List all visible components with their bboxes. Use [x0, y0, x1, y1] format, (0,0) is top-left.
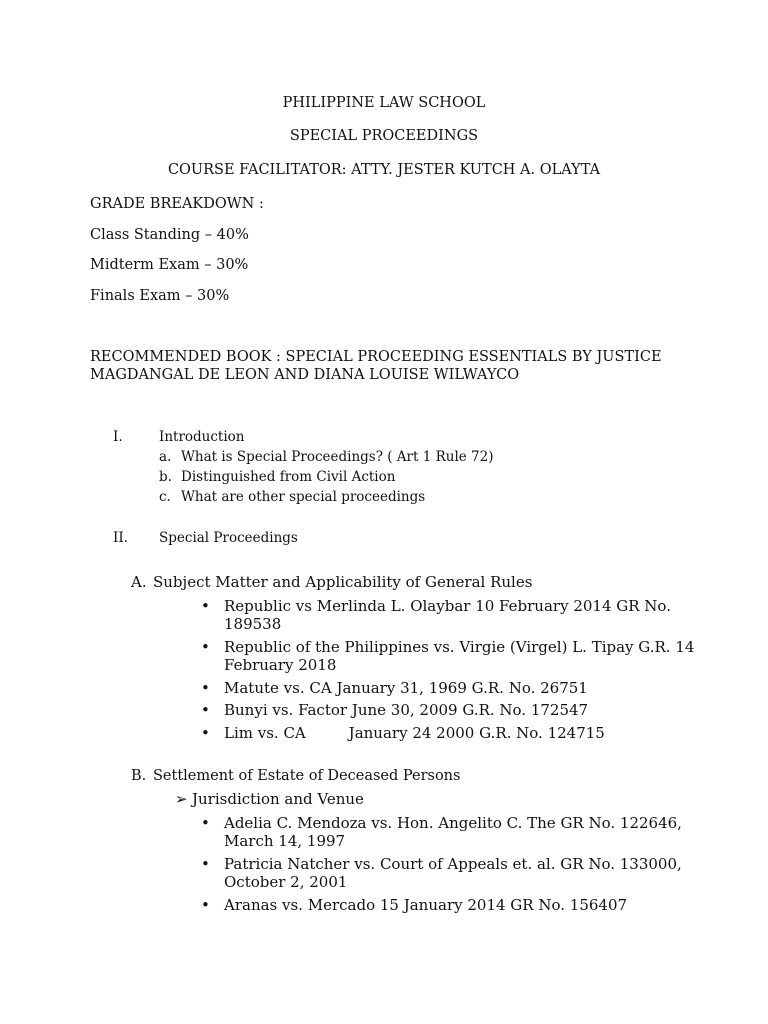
- case-citation: Aranas vs. Mercado 15 January 2014 GR No. 156407: [224, 896, 628, 914]
- case-citation-continued: October 2, 2001: [224, 873, 348, 891]
- grade-item: Class Standing – 40%: [90, 227, 249, 243]
- arrow-icon: ➢: [175, 790, 188, 808]
- case-citation-continued: February 2018: [224, 656, 337, 674]
- section-title: Special Proceedings: [159, 530, 298, 546]
- list-item: Distinguished from Civil Action: [181, 469, 396, 485]
- bullet-icon: •: [201, 597, 210, 615]
- case-citation: Adelia C. Mendoza vs. Hon. Angelito C. The GR No. 122646,: [224, 814, 682, 832]
- course-facilitator: COURSE FACILITATOR: ATTY. JESTER KUTCH A. OLAYTA: [167, 162, 601, 178]
- list-item-letter: b.: [159, 469, 172, 485]
- case-citation: Matute vs. CA January 31, 1969 G.R. No. 26751: [224, 679, 588, 697]
- grade-item: Finals Exam – 30%: [90, 288, 230, 304]
- subsection-label: B.: [131, 768, 147, 784]
- case-citation-continued: 189538: [224, 615, 282, 633]
- subsection-label: A.: [131, 573, 147, 591]
- bullet-icon: •: [201, 814, 210, 832]
- recommended-book-line: RECOMMENDED BOOK : SPECIAL PROCEEDING ESSENTIALS BY JUSTICE: [90, 349, 662, 365]
- bullet-icon: •: [201, 701, 210, 719]
- case-citation: Lim vs. CA January 24 2000 G.R. No. 124715: [224, 724, 605, 742]
- recommended-book-line: MAGDANGAL DE LEON AND DIANA LOUISE WILWAYCO: [90, 367, 520, 383]
- bullet-icon: •: [201, 679, 210, 697]
- case-citation: Republic vs Merlinda L. Olaybar 10 February 2014 GR No.: [224, 597, 671, 615]
- case-citation: Patricia Natcher vs. Court of Appeals et. al. GR No. 133000,: [224, 855, 682, 873]
- course-title: SPECIAL PROCEEDINGS: [289, 128, 479, 144]
- bullet-icon: •: [201, 724, 210, 742]
- section-title: Introduction: [159, 429, 245, 445]
- grade-item: Midterm Exam – 30%: [90, 257, 249, 273]
- bullet-icon: •: [201, 638, 210, 656]
- list-item: What is Special Proceedings? ( Art 1 Rule 72): [181, 449, 494, 465]
- list-item-letter: a.: [159, 449, 172, 465]
- case-citation-continued: March 14, 1997: [224, 832, 346, 850]
- subsection-title: Subject Matter and Applicability of General Rules: [153, 573, 533, 591]
- list-item: What are other special proceedings: [181, 489, 426, 505]
- section-number: I.: [113, 429, 123, 445]
- list-item-letter: c.: [159, 489, 171, 505]
- subsection-title: Settlement of Estate of Deceased Persons: [153, 768, 461, 784]
- bullet-icon: •: [201, 855, 210, 873]
- section-number: II.: [113, 530, 128, 546]
- sub-topic: Jurisdiction and Venue: [192, 790, 364, 808]
- school-name: PHILIPPINE LAW SCHOOL: [282, 95, 486, 111]
- bullet-icon: •: [201, 896, 210, 914]
- grade-breakdown-heading: GRADE BREAKDOWN :: [90, 196, 264, 212]
- case-citation: Bunyi vs. Factor June 30, 2009 G.R. No. 172547: [224, 701, 589, 719]
- case-citation: Republic of the Philippines vs. Virgie (Virgel) L. Tipay G.R. 14: [224, 638, 695, 656]
